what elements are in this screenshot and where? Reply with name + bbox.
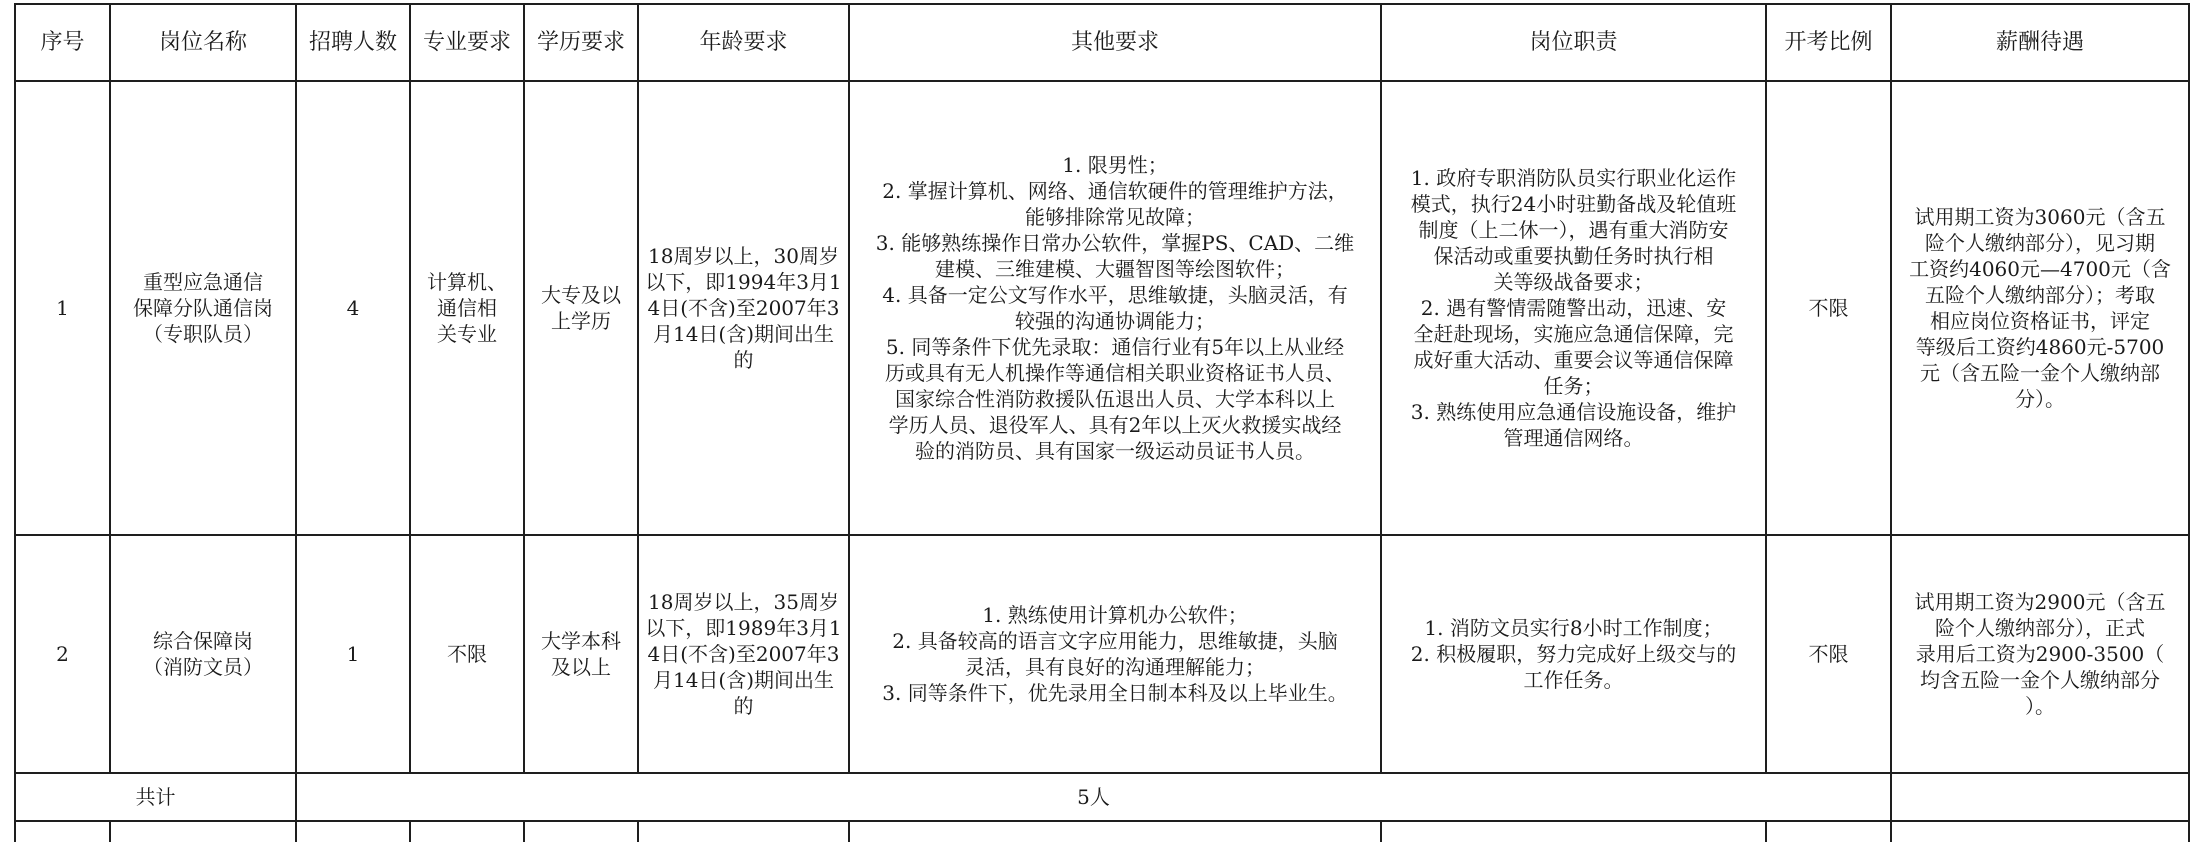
header-cell-count: 招聘人数 xyxy=(296,4,410,81)
cell-no: 1 xyxy=(15,81,110,535)
header-cell-major: 专业要求 xyxy=(410,4,524,81)
cell-ratio: 不限 xyxy=(1766,535,1891,773)
cell-ratio: 不限 xyxy=(1766,81,1891,535)
cell-count: 1 xyxy=(296,535,410,773)
total-value: 5人 xyxy=(296,773,1891,821)
cell-education: 大专及以 上学历 xyxy=(524,81,638,535)
cell-major: 计算机、 通信相 关专业 xyxy=(410,81,524,535)
trailing-row xyxy=(15,821,2189,842)
cell-no: 2 xyxy=(15,535,110,773)
cell-other-requirements: 1. 熟练使用计算机办公软件； 2. 具备较高的语言文字应用能力，思维敏捷，头脑 灵活，具有良好的沟通理解能力； 3. 同等条件下，优先录用全日制本科及以上毕业生。 xyxy=(849,535,1381,773)
header-cell-salary: 薪酬待遇 xyxy=(1891,4,2189,81)
header-row xyxy=(15,4,2189,81)
total-row xyxy=(15,773,2189,821)
recruitment-table xyxy=(14,3,2190,842)
cell-salary: 试用期工资为2900元（含五 险个人缴纳部分），正式 录用后工资为2900-3500（ 均含五险一金个人缴纳部分 ）。 xyxy=(1891,535,2189,773)
table-row xyxy=(15,81,2189,535)
header-cell-position: 岗位名称 xyxy=(110,4,296,81)
header-cell-duty: 岗位职责 xyxy=(1381,4,1766,81)
cell-education: 大学本科 及以上 xyxy=(524,535,638,773)
header-cell-no: 序号 xyxy=(15,4,110,81)
header-cell-education: 学历要求 xyxy=(524,4,638,81)
cell-age: 18周岁以上，30周岁 以下，即1994年3月1 4日(不含)至2007年3 月14日(含)期间出生 的 xyxy=(638,81,849,535)
header-cell-other: 其他要求 xyxy=(849,4,1381,81)
cell-duty: 1. 消防文员实行8小时工作制度； 2. 积极履职，努力完成好上级交与的 工作任务。 xyxy=(1381,535,1766,773)
header-cell-age: 年龄要求 xyxy=(638,4,849,81)
header-cell-ratio: 开考比例 xyxy=(1766,4,1891,81)
cell-position: 重型应急通信 保障分队通信岗 （专职队员） xyxy=(110,81,296,535)
cell-duty: 1. 政府专职消防队员实行职业化运作 模式，执行24小时驻勤备战及轮值班 制度（上二休一），遇有重大消防安 保活动或重要执勤任务时执行相 关等级战备要求； 2. 遇有警情需随警出动，迅速、安 全赶赴现场，实施应急通信保障，完 成好重大活动、重要会议等通信保障 任务； 3. 熟练使用应急通信设施设备，维护 管理通信网络。 xyxy=(1381,81,1766,535)
cell-age: 18周岁以上，35周岁 以下，即1989年3月1 4日(不含)至2007年3 月14日(含)期间出生 的 xyxy=(638,535,849,773)
table-row xyxy=(15,535,2189,773)
cell-salary: 试用期工资为3060元（含五 险个人缴纳部分），见习期 工资约4060元—4700元（含 五险个人缴纳部分）；考取 相应岗位资格证书，评定 等级后工资约4860元-5700 元（含五险一金个人缴纳部 分）。 xyxy=(1891,81,2189,535)
cell-other-requirements: 1. 限男性； 2. 掌握计算机、网络、通信软硬件的管理维护方法， 能够排除常见故障； 3. 能够熟练操作日常办公软件，掌握PS、CAD、二维 建模、三维建模、大疆智图等绘图软件； 4. 具备一定公文写作水平，思维敏捷，头脑灵活，有 较强的沟通协调能力； 5. 同等条件下优先录取：通信行业有5年以上从业经 历或具有无人机操作等通信相关职业资格证书人员、 国家综合性消防救援队伍退出人员、大学本科以上 学历人员、退役军人、具有2年以上灭火救援实战经 验的消防员、具有国家一级运动员证书人员。 xyxy=(849,81,1381,535)
total-label: 共计 xyxy=(15,773,296,821)
cell-major: 不限 xyxy=(410,535,524,773)
total-empty-cell xyxy=(1891,773,2189,821)
cell-position: 综合保障岗 （消防文员） xyxy=(110,535,296,773)
cell-count: 4 xyxy=(296,81,410,535)
